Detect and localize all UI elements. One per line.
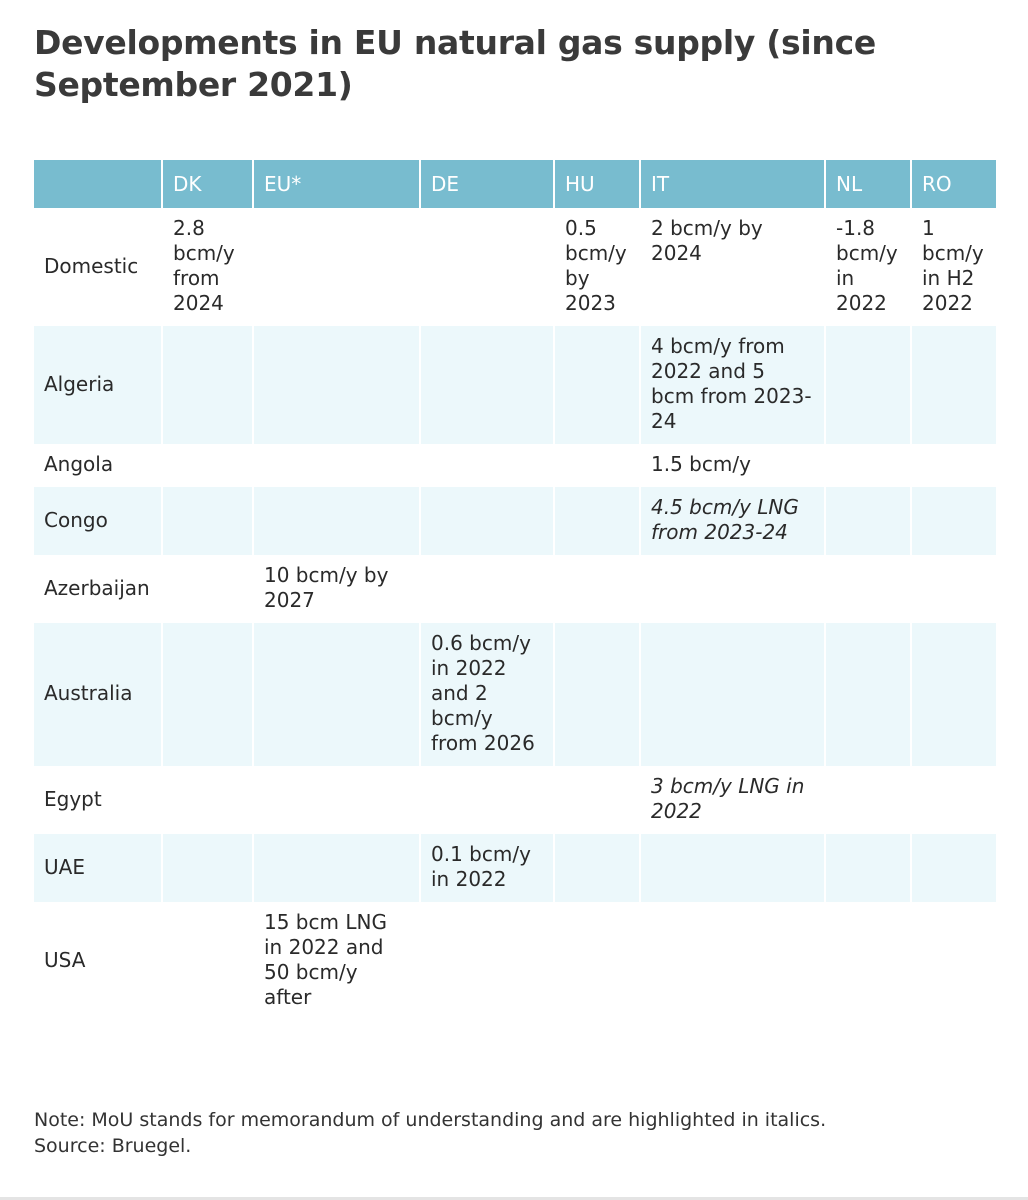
table-cell — [252, 326, 419, 444]
row-label: Australia — [34, 623, 161, 766]
column-header-de: DE — [419, 160, 553, 208]
table-cell: 0.1 bcm/y in 2022 — [419, 834, 553, 902]
column-header-it: IT — [639, 160, 824, 208]
table-cell — [824, 623, 910, 766]
column-header-ro: RO — [910, 160, 996, 208]
table-cell — [639, 834, 824, 902]
table-cell — [161, 766, 252, 834]
table-cell: -1.8 bcm/y in 2022 — [824, 208, 910, 326]
table-cell — [553, 555, 639, 623]
table-row — [34, 444, 996, 487]
table-row — [34, 208, 996, 326]
table-cell — [252, 766, 419, 834]
table-cell — [161, 444, 252, 487]
table-cell — [824, 487, 910, 555]
table-cell — [553, 623, 639, 766]
table-cell — [824, 766, 910, 834]
table-cell — [824, 326, 910, 444]
table-cell: 2 bcm/y by 2024 — [639, 208, 824, 326]
table-cell — [419, 444, 553, 487]
column-header-eu: EU* — [252, 160, 419, 208]
table-header — [34, 160, 996, 208]
table-cell — [824, 444, 910, 487]
table-cell — [161, 834, 252, 902]
table-cell — [910, 902, 996, 1020]
table-cell: 15 bcm LNG in 2022 and 50 bcm/y after — [252, 902, 419, 1020]
header-row — [34, 160, 996, 208]
table-body — [34, 208, 996, 1020]
table-cell — [252, 487, 419, 555]
table-cell — [910, 487, 996, 555]
table-cell: 2.8 bcm/y from 2024 — [161, 208, 252, 326]
table-cell — [252, 834, 419, 902]
table-cell: 1 bcm/y in H2 2022 — [910, 208, 996, 326]
table-cell: 10 bcm/y by 2027 — [252, 555, 419, 623]
table-cell: 4.5 bcm/y LNG from 2023-24 — [639, 487, 824, 555]
table-cell — [419, 208, 553, 326]
footnote — [34, 1107, 826, 1159]
table-cell — [553, 766, 639, 834]
table-cell — [161, 555, 252, 623]
table-cell: 1.5 bcm/y — [639, 444, 824, 487]
table-cell — [910, 766, 996, 834]
row-label: USA — [44, 947, 86, 972]
column-header-nl: NL — [824, 160, 910, 208]
table-cell: 0.5 bcm/y by 2023 — [553, 208, 639, 326]
table-cell — [419, 766, 553, 834]
table-cell — [419, 555, 553, 623]
gas-supply-table — [34, 160, 996, 1020]
table-cell — [824, 902, 910, 1020]
table-cell — [639, 902, 824, 1020]
note-text: Note: MoU stands for memorandum of understanding and are highlighted in italics. — [34, 1109, 827, 1131]
table-cell — [252, 444, 419, 487]
table-cell — [824, 834, 910, 902]
source-text: Source: Bruegel. — [34, 1135, 192, 1157]
column-header-hu: HU — [553, 160, 639, 208]
column-header-blank — [34, 160, 161, 208]
table-cell: 3 bcm/y LNG in 2022 — [639, 766, 824, 834]
table-cell — [639, 555, 824, 623]
table-cell — [553, 834, 639, 902]
table-row — [34, 487, 996, 555]
table-cell — [419, 902, 553, 1020]
table-cell — [161, 623, 252, 766]
table-cell — [910, 326, 996, 444]
row-label: Angola — [44, 452, 114, 476]
table-cell — [252, 208, 419, 326]
table-row — [34, 834, 996, 902]
table-cell — [824, 555, 910, 623]
table-cell — [553, 487, 639, 555]
table-cell — [639, 623, 824, 766]
row-label: Azerbaijan — [44, 575, 150, 600]
table-cell: 4 bcm/y from 2022 and 5 bcm from 2023-24 — [639, 326, 824, 444]
page-title: Developments in EU natural gas supply (since September 2021) — [34, 23, 876, 104]
table-cell — [910, 834, 996, 902]
table-cell: 0.6 bcm/y in 2022 and 2 bcm/y from 2026 — [419, 623, 553, 766]
table-cell — [419, 326, 553, 444]
table-cell — [252, 623, 419, 766]
table-cell — [910, 444, 996, 487]
table-cell — [419, 487, 553, 555]
row-label: UAE — [34, 834, 161, 902]
row-label: Algeria — [34, 326, 161, 444]
table-cell — [553, 326, 639, 444]
row-label: Egypt — [44, 786, 102, 811]
table-cell — [553, 902, 639, 1020]
column-header-dk: DK — [161, 160, 252, 208]
table-cell — [161, 902, 252, 1020]
row-label: Domestic — [44, 253, 139, 278]
table-cell — [553, 444, 639, 487]
row-label: Congo — [34, 487, 161, 555]
table-row — [34, 555, 996, 623]
table-cell — [910, 623, 996, 766]
table-cell — [161, 487, 252, 555]
table-row — [34, 766, 996, 834]
table-row — [34, 902, 996, 1020]
table-row — [34, 326, 996, 444]
table-cell — [910, 555, 996, 623]
table-row — [34, 623, 996, 766]
table-cell — [161, 326, 252, 444]
